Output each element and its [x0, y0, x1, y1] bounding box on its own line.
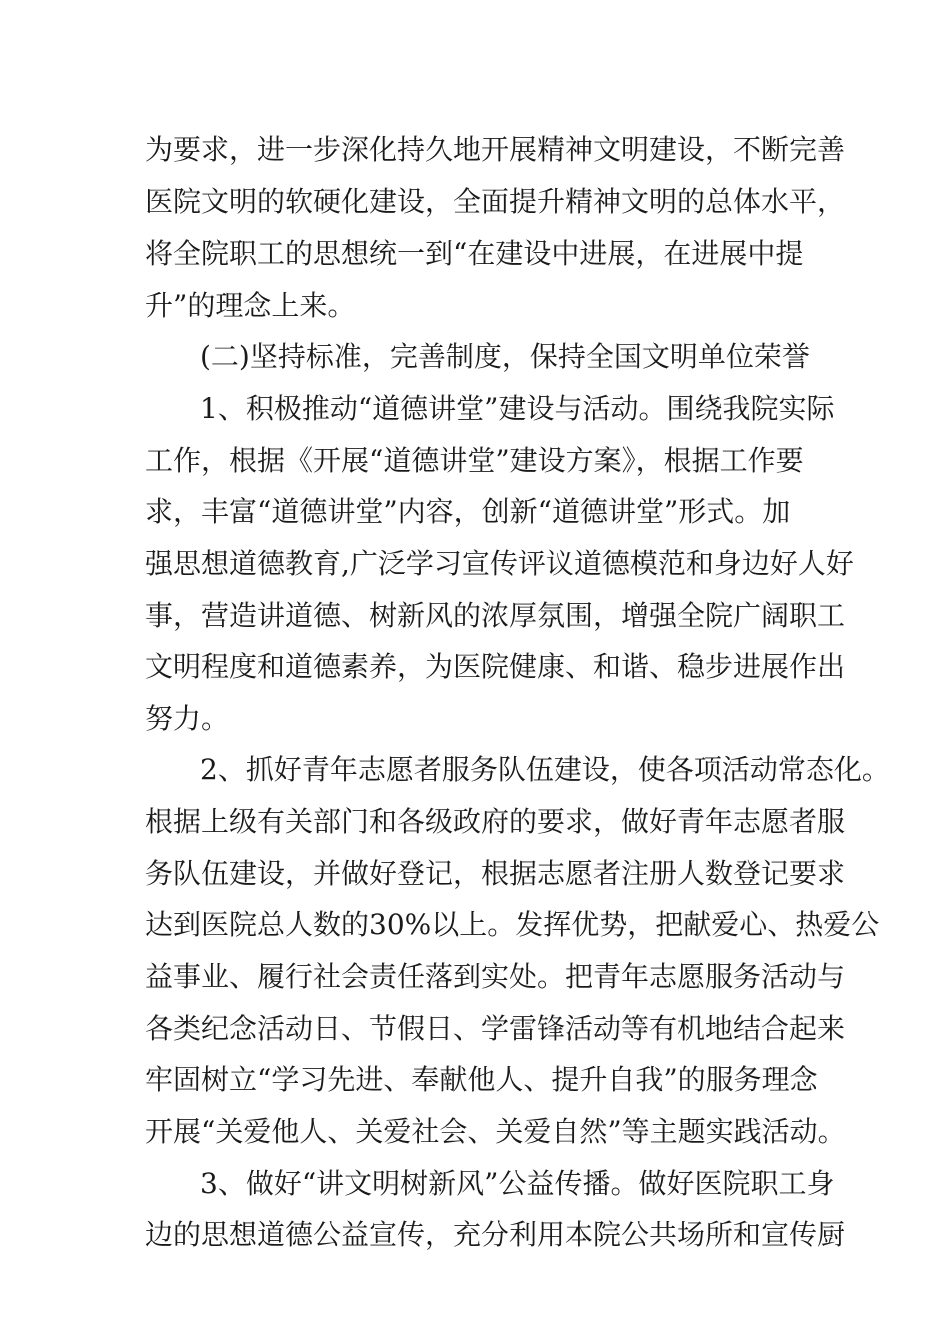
text-line: 求，丰富“道德讲堂”内容，创新“道德讲堂”形式。加: [145, 495, 791, 528]
text-line: 努力。: [145, 702, 230, 735]
text-line: 将全院职工的思想统一到“在建设中进展，在进展中提: [145, 237, 804, 270]
paragraph-start: 2、抓好青年志愿者服务队伍建设，使各项活动常态化。: [200, 753, 890, 786]
paragraph-start: 3、做好“讲文明树新风”公益传播。做好医院职工身: [200, 1167, 835, 1200]
text-line: 工作，根据《开展“道德讲堂”建设方案》，根据工作要: [145, 444, 804, 477]
text-line: 务队伍建设，并做好登记，根据志愿者注册人数登记要求: [145, 857, 846, 890]
text-line: 牢固树立“学习先进、奉献他人、提升自我”的服务理念: [145, 1063, 818, 1096]
text-line: 根据上级有关部门和各级政府的要求，做好青年志愿者服: [145, 805, 846, 838]
text-line: 达到医院总人数的30%以上。发挥优势，把献爱心、热爱公: [145, 908, 880, 941]
text-line: 文明程度和道德素养，为医院健康、和谐、稳步进展作出: [145, 650, 846, 683]
text-line: 为要求，进一步深化持久地开展精神文明建设，不断完善: [145, 133, 846, 166]
text-line: 开展“关爱他人、关爱社会、关爱自然”等主题实践活动。: [145, 1115, 846, 1148]
text-line: 事，营造讲道德、树新风的浓厚氛围，增强全院广阔职工: [145, 599, 846, 632]
text-line: 边的思想道德公益宣传，充分利用本院公共场所和宣传厨: [145, 1218, 846, 1251]
section-heading: (二)坚持标准，完善制度，保持全国文明单位荣誉: [200, 340, 810, 373]
text-line: 益事业、履行社会责任落到实处。把青年志愿服务活动与: [145, 960, 846, 993]
paragraph-start: 1、积极推动“道德讲堂”建设与活动。围绕我院实际: [200, 392, 835, 425]
text-line: 医院文明的软硬化建设，全面提升精神文明的总体水平，: [145, 185, 846, 218]
text-line: 升”的理念上来。: [145, 289, 356, 322]
text-line: 强思想道德教育,广泛学习宣传评议道德模范和身边好人好: [145, 547, 854, 580]
text-line: 各类纪念活动日、节假日、学雷锋活动等有机地结合起来: [145, 1012, 846, 1045]
